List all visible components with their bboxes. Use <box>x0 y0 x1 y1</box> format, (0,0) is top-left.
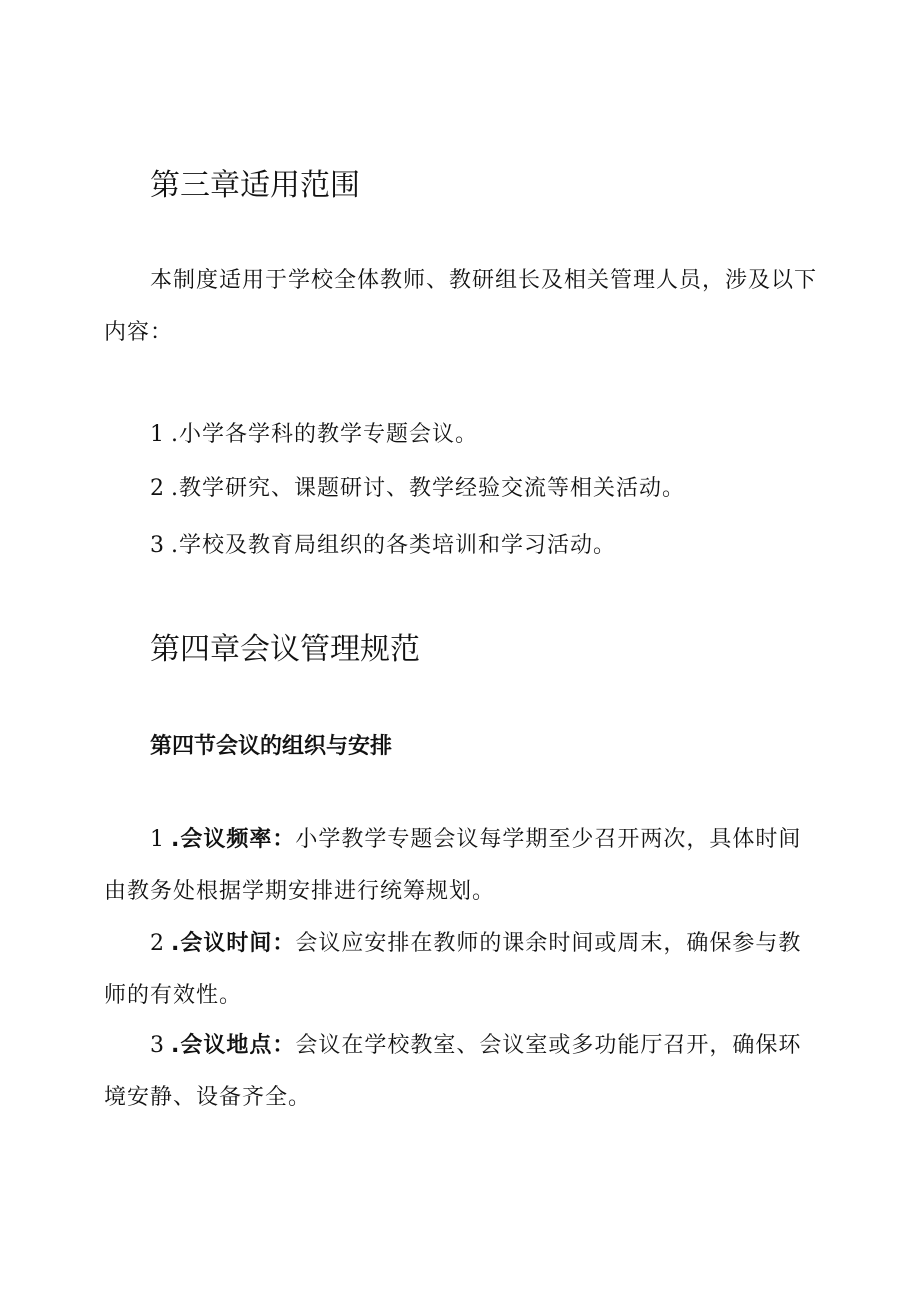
rule-text: 小学教学专题会议每学期至少召开两次，具体时间由教务处根据学期安排进行统筹规划。 <box>104 827 802 904</box>
list-item-text: .教学研究、课题研讨、教学经验交流等相关活动。 <box>171 476 685 501</box>
meeting-rule-2 <box>104 918 820 1022</box>
rule-label: .会议时间： <box>171 931 296 956</box>
chapter-3-intro-paragraph: 本制度适用于学校全体教师、教研组长及相关管理人员，涉及以下内容： <box>104 268 818 345</box>
chapter-3-heading: 第三章适用范围 <box>150 168 360 203</box>
scope-list-item-2 <box>150 474 685 504</box>
list-item-number: 1 <box>150 422 165 447</box>
rule-label: .会议地点： <box>171 1033 296 1058</box>
scope-list-item-3 <box>150 531 616 561</box>
rule-number: 3 <box>150 1033 165 1058</box>
list-item-text: .小学各学科的教学专题会议。 <box>171 422 478 447</box>
meeting-rule-3 <box>104 1020 820 1124</box>
rule-label: .会议频率： <box>171 827 296 852</box>
list-item-number: 3 <box>150 533 165 558</box>
section-4-heading: 第四节会议的组织与安排 <box>150 734 393 759</box>
scope-list-item-1 <box>150 420 478 450</box>
rule-number: 1 <box>150 827 165 852</box>
list-item-number: 2 <box>150 476 165 501</box>
meeting-rule-1 <box>104 814 820 918</box>
rule-text: 会议应安排在教师的课余时间或周末，确保参与教师的有效性。 <box>104 931 802 1008</box>
chapter-4-heading: 第四章会议管理规范 <box>150 632 420 667</box>
rule-number: 2 <box>150 931 165 956</box>
list-item-text: .学校及教育局组织的各类培训和学习活动。 <box>171 533 616 558</box>
rule-text: 会议在学校教室、会议室或多功能厅召开，确保环境安静、设备齐全。 <box>104 1033 802 1110</box>
